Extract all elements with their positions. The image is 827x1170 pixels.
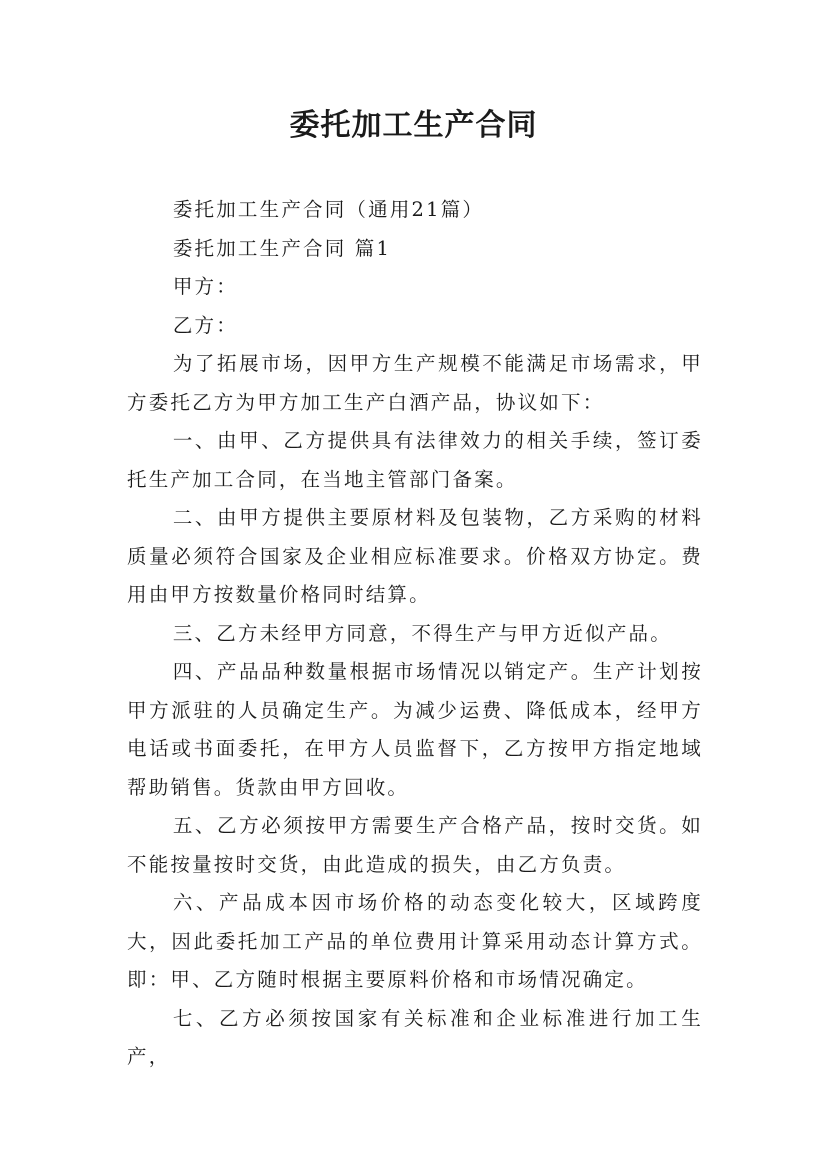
document-title: 委托加工生产合同 (289, 108, 538, 143)
document-body (127, 191, 703, 1077)
paragraph-party-a: 甲方： (172, 275, 238, 298)
paragraph-clause-1: 一、由甲、乙方提供具有法律效力的相关手续，签订委托生产加工合同，在当地主管部门备案。 (127, 429, 703, 491)
paragraph-party-b: 乙方： (172, 313, 238, 337)
paragraph-clause-2: 二、由甲方提供主要原材料及包装物，乙方采购的材料质量必须符合国家及企业相应标准要求。价格双方协定。费用由甲方按数量价格同时结算。 (127, 506, 703, 606)
paragraph-section-title: 委托加工生产合同 篇1 (172, 236, 392, 260)
paragraph-clause-7: 七、乙方必须按国家有关标准和企业标准进行加工生产， (127, 1006, 703, 1068)
paragraph-clause-4: 四、产品品种数量根据市场情况以销定产。生产计划按甲方派驻的人员确定生产。为减少运费、降低成本，经甲方电话或书面委托，在甲方人员监督下，乙方按甲方指定地域帮助销售。货款由甲方回收。 (127, 660, 703, 799)
paragraph-clause-6: 六、产品成本因市场价格的动态变化较大，区域跨度大，因此委托加工产品的单位费用计算采用动态计算方式。即：甲、乙方随时根据主要原料价格和市场情况确定。 (127, 891, 703, 991)
paragraph-clause-3: 三、乙方未经甲方同意，不得生产与甲方近似产品。 (172, 621, 672, 645)
paragraph-clause-5: 五、乙方必须按甲方需要生产合格产品，按时交货。如不能按量按时交货，由此造成的损失，由乙方负责。 (127, 814, 703, 876)
paragraph-heading: 委托加工生产合同（通用21篇） (172, 198, 485, 221)
paragraph-intro: 为了拓展市场，因甲方生产规模不能满足市场需求，甲方委托乙方为甲方加工生产白酒产品，协议如下： (127, 352, 703, 414)
